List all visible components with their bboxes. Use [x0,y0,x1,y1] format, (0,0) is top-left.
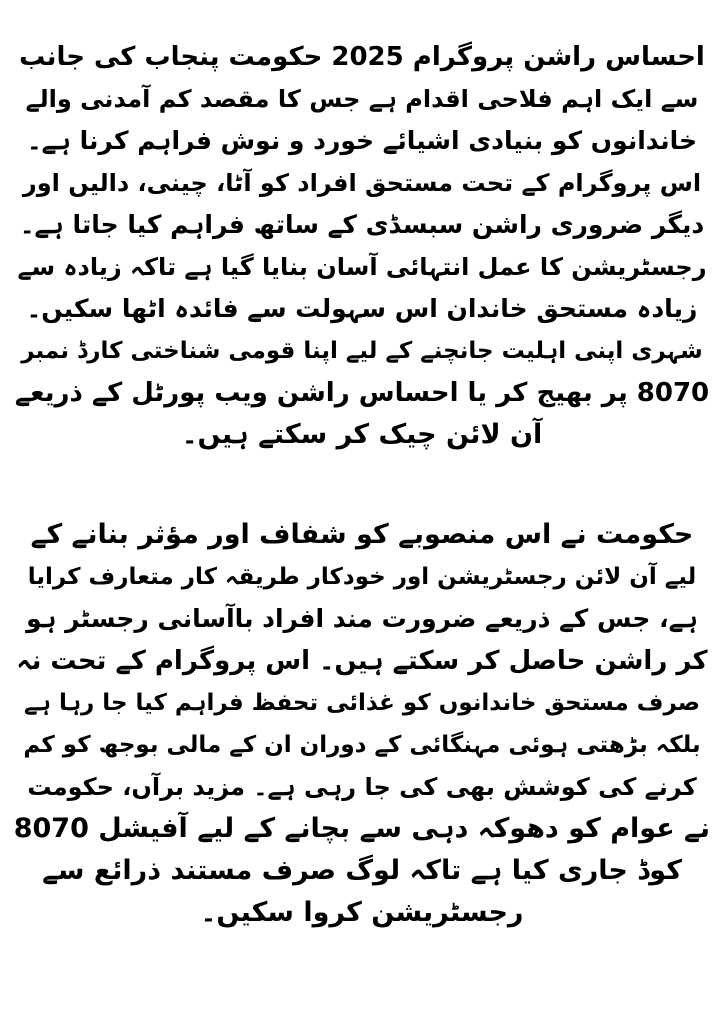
text-line: شہری اپنی اہلیت جانچنے کے لیے اپنا قومی شناختی کارڈ نمبر [21,338,703,364]
text-line: سے ایک اہم فلاحی اقدام ہے جس کا مقصد کم آمدنی والے [25,85,699,113]
text-line: کوڈ جاری کیا ہے تاکہ لوگ صرف مستند ذرائع سے [42,855,682,886]
text-line: بلکہ بڑھتی ہوئی مہنگائی کے دوران ان کے مالی بوجھ کو کم [23,732,701,758]
text-line: اس پروگرام کے تحت مستحق افراد کو آٹا، چینی، دالیں اور [22,169,702,197]
text-line: آن لائن چیک کر سکتے ہیں۔ [181,419,543,450]
paragraph-1 [14,36,710,456]
paragraph-2 [14,514,710,934]
text-line: احساس راشن پروگرام 2025 حکومت پنجاب کی جانب [19,42,705,72]
text-line: رجسٹریشن کروا سکیں۔ [200,897,524,928]
text-line: کرنے کی کوشش بھی کی جا رہی ہے۔ مزید برآں، حکومت [27,773,697,801]
text-line: حکومت نے اس منصوبے کو شفاف اور مؤثر بنانے کے [30,519,694,550]
text-line: خاندانوں کو بنیادی اشیائے خورد و نوش فراہم کرنا ہے۔ [26,126,698,155]
text-line: دیگر ضروری راشن سبسڈی کے ساتھ فراہم کیا جاتا ہے۔ [19,210,705,239]
text-line: 8070 پر بھیج کر یا احساس راشن ویب پورٹل کے ذریعے [14,378,710,408]
text-line: لیے آن لائن رجسٹریشن اور خودکار طریقہ کار متعارف کرایا [27,564,697,590]
text-line: ہے، جس کے ذریعے ضرورت مند افراد باآسانی رجسٹر ہو [26,604,698,633]
text-line: نے عوام کو دھوکہ دہی سے بچانے کے لیے آفیشل 8070 [14,813,710,844]
text-line: رجسٹریشن کا عمل انتہائی آسان بنایا گیا ہے تاکہ زیادہ سے [17,253,707,281]
text-line: زیادہ مستحق خاندان اس سہولت سے فائدہ اٹھا سکیں۔ [26,294,698,323]
text-line: کر راشن حاصل کر سکتے ہیں۔ اس پروگرام کے تحت نہ [16,646,708,676]
text-line: صرف مستحق خاندانوں کو غذائی تحفظ فراہم کیا جا رہا ہے [23,690,701,716]
